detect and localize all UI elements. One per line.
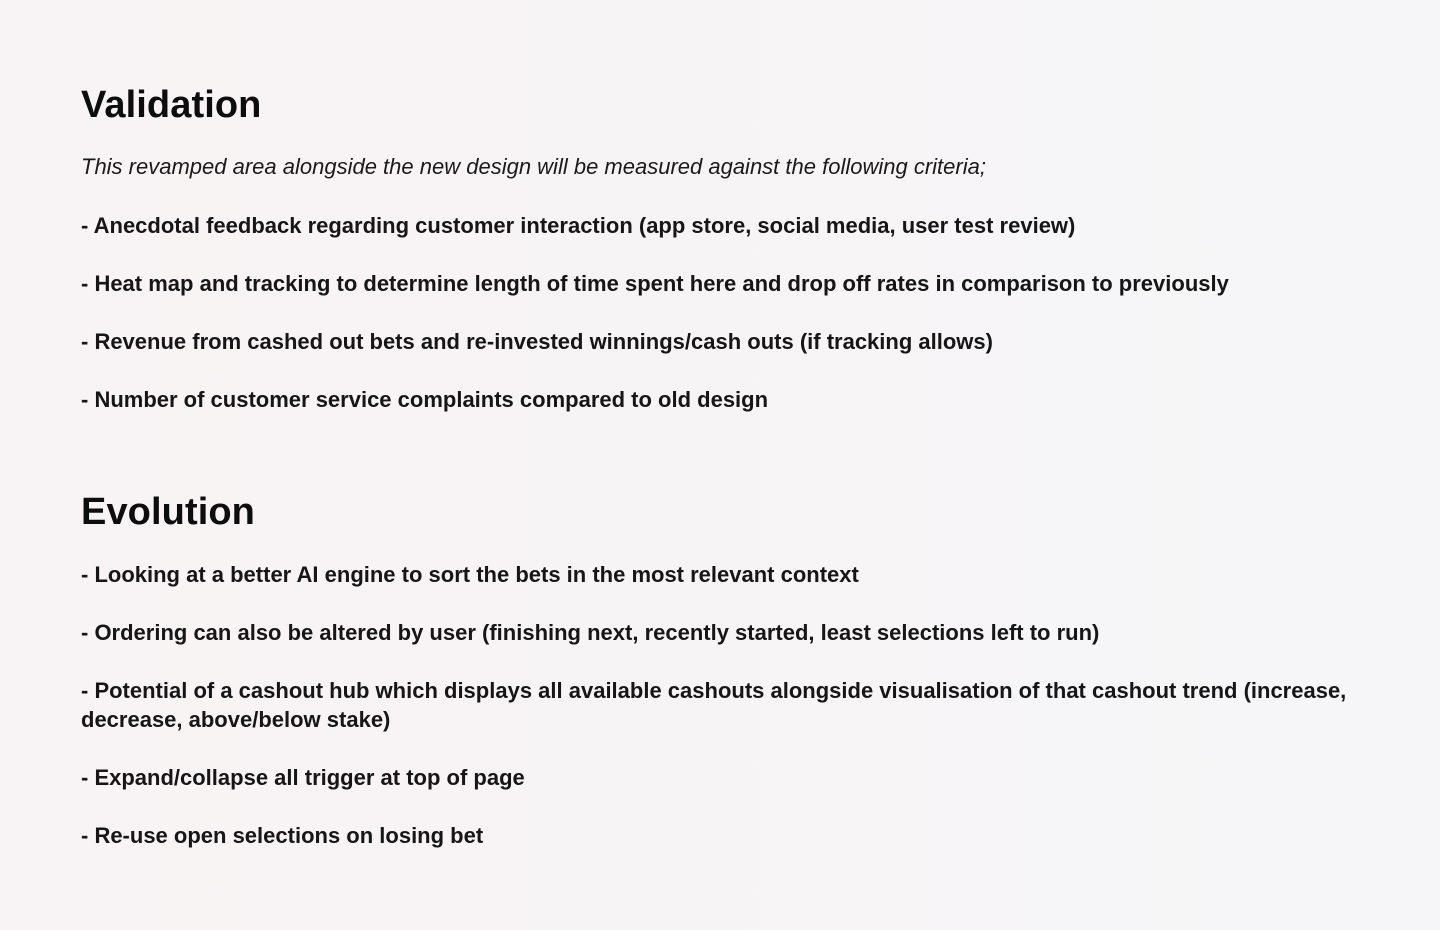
list-item: - Re-use open selections on losing bet [81, 823, 484, 848]
evolution-ideas-list [81, 560, 1371, 879]
validation-heading: Validation [81, 84, 262, 126]
validation-intro-text: This revamped area alongside the new design will be measured against the following criteria; [81, 154, 986, 179]
list-item: - Anecdotal feedback regarding customer interaction (app store, social media, user test review) [81, 213, 1076, 238]
evolution-heading: Evolution [81, 491, 255, 533]
list-item: - Heat map and tracking to determine length of time spent here and drop off rates in comparison to previously [81, 271, 1229, 296]
list-item: - Expand/collapse all trigger at top of page [81, 765, 525, 790]
list-item: - Looking at a better AI engine to sort the bets in the most relevant context [81, 562, 859, 587]
list-item: - Revenue from cashed out bets and re-invested winnings/cash outs (if tracking allows) [81, 329, 993, 354]
list-item: - Ordering can also be altered by user (finishing next, recently started, least selections left to run) [81, 620, 1100, 645]
list-item: - Potential of a cashout hub which displays all available cashouts alongside visualisation of that cashout trend (increase, decrease, above/below stake) [81, 678, 1347, 732]
list-item: - Number of customer service complaints compared to old design [81, 387, 769, 412]
validation-criteria-list [81, 211, 1371, 443]
